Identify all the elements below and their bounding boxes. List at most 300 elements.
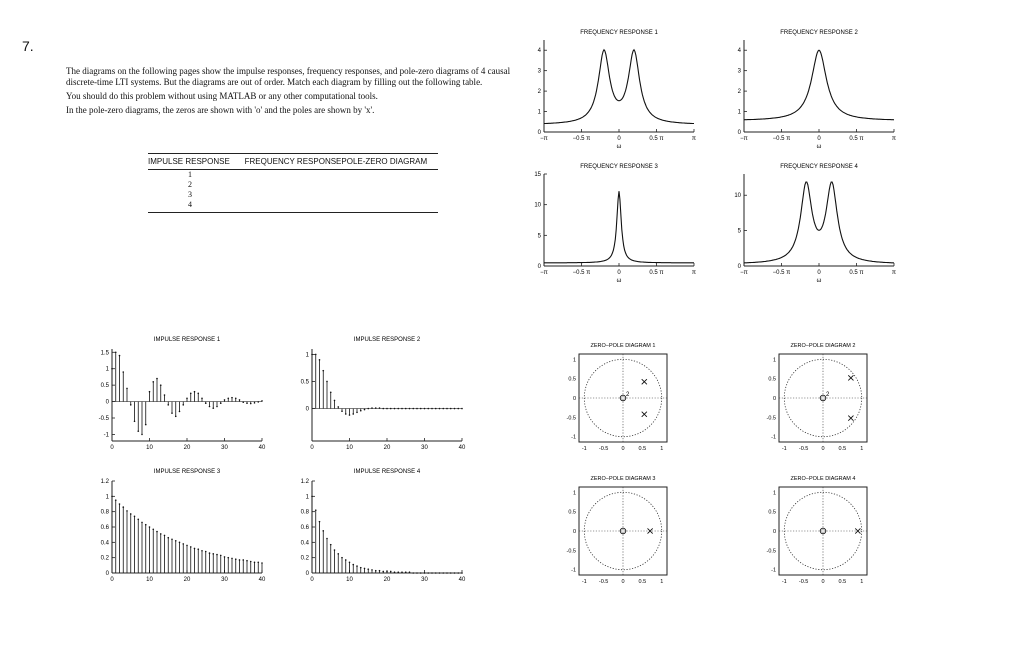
- stem-marker: [171, 538, 173, 540]
- stem-marker: [360, 410, 362, 412]
- x-tick-label: 10: [146, 445, 153, 451]
- x-tick-label: 1: [660, 579, 664, 585]
- y-tick-label: 0.2: [300, 555, 309, 562]
- stem-marker: [401, 408, 403, 410]
- x-tick-label: 20: [383, 577, 391, 583]
- chart-title: FREQUENCY RESPONSE 2: [780, 30, 858, 36]
- stem-marker: [367, 568, 369, 570]
- stem-marker: [254, 402, 256, 404]
- x-tick-label: 0: [617, 136, 621, 142]
- y-tick-label: 0: [305, 571, 309, 577]
- stem-marker: [119, 503, 121, 505]
- stem-marker: [364, 409, 366, 411]
- y-tick-label: 1: [105, 366, 109, 373]
- stem-marker: [454, 408, 456, 410]
- stem-marker: [145, 424, 147, 426]
- stem-marker: [227, 397, 229, 399]
- stem-marker: [409, 408, 411, 410]
- stem-marker: [149, 526, 151, 528]
- stem-marker: [427, 408, 429, 410]
- stem-marker: [435, 408, 437, 410]
- stem-marker: [152, 381, 154, 383]
- stem-marker: [334, 400, 336, 402]
- x-tick-label: −0.5 π: [572, 270, 591, 276]
- x-tick-label: 0: [817, 270, 821, 276]
- stem-marker: [246, 560, 248, 562]
- y-tick-label: -1: [771, 434, 776, 441]
- y-tick-label: 0: [105, 571, 109, 577]
- stem-marker: [401, 571, 403, 573]
- stem-marker: [220, 555, 222, 557]
- stem-marker: [115, 499, 117, 501]
- stem-marker: [420, 572, 422, 574]
- y-tick-label: -1: [571, 567, 576, 574]
- stem-marker: [126, 510, 128, 512]
- stem-marker: [397, 571, 399, 573]
- stem-marker: [145, 524, 147, 526]
- stem-marker: [439, 572, 441, 574]
- table-row: 3: [188, 190, 192, 199]
- stem-marker: [119, 355, 121, 357]
- x-tick-label: 0.5 π: [649, 270, 664, 276]
- y-tick-label: 0: [537, 130, 541, 136]
- stem-marker: [345, 559, 347, 561]
- impulse-response-3: [90, 465, 280, 590]
- stem-marker: [330, 544, 332, 546]
- table-row: 2: [188, 180, 192, 189]
- y-tick-label: -1: [771, 567, 776, 574]
- x-tick-label: -0.5: [798, 579, 809, 585]
- response-curve: [744, 50, 894, 120]
- stem-marker: [209, 406, 211, 408]
- stem-marker: [461, 408, 463, 410]
- y-tick-label: 0: [305, 406, 309, 413]
- chart-title: FREQUENCY RESPONSE 3: [580, 164, 658, 170]
- y-tick-label: 3: [737, 68, 741, 75]
- chart-title: IMPULSE RESPONSE 2: [353, 337, 421, 343]
- stem-marker: [461, 572, 463, 574]
- x-tick-label: 0.5: [838, 446, 847, 452]
- stem-marker: [319, 359, 321, 361]
- y-tick-label: 0.4: [100, 540, 109, 547]
- stem-marker: [315, 509, 317, 511]
- stem-marker: [337, 553, 339, 555]
- stem-marker: [167, 404, 169, 406]
- x-tick-label: −π: [740, 136, 748, 142]
- stem-marker: [345, 413, 347, 415]
- y-tick-label: 1.5: [100, 350, 109, 357]
- x-tick-label: π: [691, 136, 697, 142]
- x-tick-label: -0.5: [798, 446, 809, 452]
- x-tick-label: 0: [110, 445, 114, 451]
- stem-marker: [175, 540, 177, 542]
- stem-marker: [197, 548, 199, 550]
- x-tick-label: 30: [221, 577, 228, 583]
- header-polezero: POLE-ZERO DIAGRAM: [341, 157, 428, 166]
- chart-title: IMPULSE RESPONSE 4: [353, 469, 421, 475]
- stem-marker: [179, 411, 181, 413]
- zero-pole-diagram-4: [755, 473, 885, 598]
- x-axis-label: ω: [616, 144, 622, 150]
- stem-marker: [182, 404, 184, 406]
- stem-marker: [137, 519, 139, 521]
- stem-marker: [141, 522, 143, 524]
- stem-marker: [239, 559, 241, 561]
- stem-marker: [152, 529, 154, 531]
- x-tick-label: −0.5 π: [772, 136, 791, 142]
- y-tick-label: 0.6: [300, 525, 309, 531]
- y-tick-label: 10: [534, 202, 541, 209]
- stem-marker: [349, 561, 351, 563]
- stem-marker: [382, 571, 384, 573]
- stem-marker: [115, 351, 117, 353]
- problem-number: 7.: [22, 38, 34, 54]
- stem-marker: [160, 384, 162, 386]
- y-tick-label: 0.5: [300, 379, 309, 386]
- stem-marker: [431, 408, 433, 410]
- stem-marker: [194, 391, 196, 393]
- y-tick-label: -1: [103, 432, 109, 439]
- x-tick-label: 20: [183, 445, 191, 451]
- stem-marker: [356, 412, 358, 414]
- response-curve: [544, 50, 694, 124]
- stem-marker: [412, 572, 414, 574]
- stem-marker: [216, 406, 218, 408]
- x-tick-label: -1: [581, 579, 587, 585]
- x-tick-label: 40: [258, 577, 266, 583]
- impulse-response-1: [90, 333, 280, 458]
- y-tick-label: 1: [772, 490, 776, 497]
- response-curve: [544, 191, 694, 263]
- impulse-response-4: [290, 465, 480, 590]
- y-tick-label: 1.2: [300, 479, 309, 485]
- stem-marker: [431, 572, 433, 574]
- y-tick-label: 1: [572, 490, 576, 497]
- stem-marker: [156, 531, 158, 533]
- stem-marker: [322, 530, 324, 532]
- stem-marker: [190, 546, 192, 548]
- table-header: [148, 153, 438, 170]
- stem-marker: [405, 571, 407, 573]
- x-tick-label: 0.5: [838, 579, 847, 585]
- stem-marker: [394, 408, 396, 410]
- y-tick-label: 0.5: [568, 376, 576, 383]
- zero-pole-diagram-2: [755, 340, 885, 465]
- x-axis-label: ω: [816, 144, 822, 150]
- frequency-response-1: [530, 24, 710, 154]
- stem-marker: [171, 412, 173, 414]
- y-tick-label: 1: [305, 352, 309, 359]
- stem-marker: [412, 408, 414, 410]
- stem-marker: [409, 571, 411, 573]
- stem-marker: [367, 408, 369, 410]
- stem-marker: [216, 554, 218, 556]
- stem-marker: [356, 565, 358, 567]
- y-tick-label: 4: [737, 48, 741, 55]
- y-tick-label: 0.5: [768, 509, 776, 516]
- stem-marker: [130, 404, 132, 406]
- y-tick-label: 1: [537, 109, 541, 116]
- stem-marker: [134, 515, 136, 517]
- x-tick-label: 1: [860, 446, 864, 452]
- stem-marker: [341, 557, 343, 559]
- x-tick-label: 10: [346, 445, 353, 451]
- stem-marker: [261, 400, 263, 402]
- stem-marker: [360, 567, 362, 569]
- plot-frame: [779, 354, 867, 442]
- y-tick-label: 1: [305, 494, 309, 501]
- stem-marker: [450, 572, 452, 574]
- stem-marker: [435, 572, 437, 574]
- stem-marker: [311, 496, 313, 498]
- stem-marker: [201, 550, 203, 552]
- stem-marker: [227, 557, 229, 559]
- x-tick-label: 0: [310, 577, 314, 583]
- chart-title: ZERO−POLE DIAGRAM 2: [790, 343, 856, 349]
- chart-title: FREQUENCY RESPONSE 1: [580, 30, 658, 36]
- x-tick-label: 0.5 π: [649, 136, 664, 142]
- stem-marker: [446, 572, 448, 574]
- header-frequency: FREQUENCY RESPONSE: [244, 157, 342, 166]
- x-tick-label: -1: [581, 446, 587, 452]
- x-tick-label: 0: [110, 577, 114, 583]
- x-tick-label: 0: [817, 136, 821, 142]
- stem-marker: [375, 570, 377, 572]
- stem-marker: [156, 378, 158, 380]
- x-axis-label: ω: [616, 278, 622, 284]
- stem-marker: [427, 572, 429, 574]
- stem-marker: [405, 408, 407, 410]
- stem-marker: [397, 408, 399, 410]
- stem-marker: [254, 561, 256, 563]
- y-tick-label: 2: [537, 89, 541, 96]
- y-tick-label: 0: [737, 264, 741, 270]
- stem-marker: [439, 408, 441, 410]
- stem-marker: [261, 562, 263, 564]
- x-tick-label: π: [891, 136, 897, 142]
- y-tick-label: -1: [571, 434, 576, 441]
- stem-marker: [420, 408, 422, 410]
- stem-marker: [352, 564, 354, 566]
- y-tick-label: -0.5: [566, 548, 576, 555]
- stem-marker: [424, 572, 426, 574]
- frequency-response-4: [730, 158, 910, 288]
- frequency-response-2: [730, 24, 910, 154]
- y-tick-label: -0.5: [98, 416, 109, 422]
- x-tick-label: 30: [421, 577, 428, 583]
- y-tick-label: 5: [737, 228, 741, 235]
- y-tick-label: 1: [772, 357, 776, 364]
- stem-marker: [322, 370, 324, 372]
- stem-marker: [141, 434, 143, 436]
- y-tick-label: 0: [772, 529, 776, 535]
- x-tick-label: 40: [258, 445, 266, 451]
- stem-marker: [394, 571, 396, 573]
- plot-frame: [579, 487, 667, 575]
- table-row: 1: [188, 170, 192, 179]
- x-tick-label: 1: [860, 579, 864, 585]
- y-tick-label: 3: [537, 68, 541, 75]
- y-tick-label: 1: [572, 357, 576, 364]
- stem-marker: [209, 552, 211, 554]
- stem-marker: [257, 401, 259, 403]
- zero-pole-diagram-1: [555, 340, 685, 465]
- table-row: 4: [188, 200, 192, 209]
- paragraph-2: You should do this problem without using MATLAB or any other computational tools.: [66, 91, 378, 101]
- x-tick-label: 0: [310, 445, 314, 451]
- chart-title: IMPULSE RESPONSE 3: [153, 469, 221, 475]
- x-tick-label: −π: [540, 270, 548, 276]
- stem-marker: [390, 408, 392, 410]
- y-tick-label: 0: [737, 130, 741, 136]
- stem-marker: [379, 570, 381, 572]
- stem-marker: [137, 430, 139, 432]
- y-tick-label: 15: [534, 172, 541, 178]
- stem-marker: [231, 397, 233, 399]
- stem-marker: [442, 572, 444, 574]
- paragraph-3: In the pole-zero diagrams, the zeros are shown with 'o' and the poles are shown by 'x'.: [66, 105, 375, 115]
- y-tick-label: 0.5: [568, 509, 576, 516]
- x-tick-label: -1: [781, 579, 787, 585]
- x-tick-label: 1: [660, 446, 664, 452]
- stem-marker: [242, 401, 244, 403]
- stem-marker: [231, 558, 233, 560]
- stem-marker: [160, 533, 162, 535]
- x-tick-label: 0: [821, 579, 825, 585]
- problem-statement: [66, 66, 526, 119]
- stem-marker: [194, 548, 196, 550]
- stem-marker: [122, 506, 124, 508]
- matching-table: [148, 153, 438, 213]
- chart-title: FREQUENCY RESPONSE 4: [780, 164, 858, 170]
- x-tick-label: −π: [740, 270, 748, 276]
- stem-marker: [446, 408, 448, 410]
- y-tick-label: 5: [537, 233, 541, 240]
- x-tick-label: π: [691, 270, 697, 276]
- x-tick-label: 0: [617, 270, 621, 276]
- x-tick-label: −0.5 π: [572, 136, 591, 142]
- x-tick-label: 20: [183, 577, 191, 583]
- paragraph-1: The diagrams on the following pages show the impulse responses, frequency responses, and pole-zero diagrams of 4 causal discrete-time LTI systems. But the diagrams are out of order. Match each diagram by filling out the following table.: [66, 66, 511, 87]
- stem-marker: [457, 572, 459, 574]
- y-tick-label: 0: [572, 529, 576, 535]
- stem-marker: [424, 408, 426, 410]
- x-tick-label: 0.5: [638, 579, 647, 585]
- zero-multiplicity: 2: [626, 392, 630, 398]
- stem-marker: [319, 521, 321, 523]
- stem-marker: [337, 406, 339, 408]
- stem-marker: [257, 561, 259, 563]
- stem-marker: [111, 368, 113, 370]
- impulse-response-2: [290, 333, 480, 458]
- stem-marker: [164, 535, 166, 537]
- stem-marker: [386, 408, 388, 410]
- plot-frame: [579, 354, 667, 442]
- stem-marker: [175, 416, 177, 418]
- stem-marker: [186, 397, 188, 399]
- y-tick-label: 0: [572, 396, 576, 402]
- pole-marker: [642, 379, 647, 384]
- stem-marker: [205, 551, 207, 553]
- zero-pole-diagram-3: [555, 473, 685, 598]
- x-tick-label: 0: [621, 579, 625, 585]
- stem-marker: [416, 408, 418, 410]
- stem-marker: [382, 408, 384, 410]
- stem-marker: [239, 399, 241, 401]
- stem-marker: [190, 393, 192, 395]
- x-tick-label: 40: [458, 445, 466, 451]
- x-tick-label: 20: [383, 445, 391, 451]
- y-tick-label: 0.5: [768, 376, 776, 383]
- stem-marker: [454, 572, 456, 574]
- header-impulse: IMPULSE RESPONSE: [148, 157, 230, 166]
- x-tick-label: π: [891, 270, 897, 276]
- x-tick-label: 0.5 π: [849, 136, 864, 142]
- stem-marker: [235, 558, 237, 560]
- stem-marker: [122, 371, 124, 373]
- stem-marker: [390, 571, 392, 573]
- x-tick-label: -0.5: [598, 579, 609, 585]
- stem-marker: [416, 572, 418, 574]
- x-tick-label: 0.5: [638, 446, 647, 452]
- stem-marker: [250, 561, 252, 563]
- y-tick-label: 0: [537, 264, 541, 270]
- x-tick-label: 30: [221, 445, 228, 451]
- stem-marker: [179, 542, 181, 544]
- y-tick-label: 1: [105, 494, 109, 501]
- stem-marker: [349, 414, 351, 416]
- response-curve: [744, 182, 894, 263]
- stem-marker: [364, 568, 366, 570]
- stem-marker: [164, 394, 166, 396]
- x-tick-label: 0: [621, 446, 625, 452]
- x-axis-label: ω: [816, 278, 822, 284]
- y-tick-label: 1: [737, 109, 741, 116]
- stem-marker: [326, 538, 328, 540]
- y-tick-label: 10: [734, 193, 741, 200]
- stem-marker: [167, 537, 169, 539]
- stem-marker: [197, 393, 199, 395]
- zero-multiplicity: 2: [826, 392, 830, 398]
- y-tick-label: 0: [105, 399, 109, 406]
- stem-marker: [186, 545, 188, 547]
- stem-marker: [375, 407, 377, 409]
- frequency-response-3: [530, 158, 710, 288]
- chart-title: ZERO−POLE DIAGRAM 4: [790, 476, 856, 482]
- stem-marker: [220, 402, 222, 404]
- y-tick-label: 2: [737, 89, 741, 96]
- stem-marker: [326, 381, 328, 383]
- table-bottom-rule: [148, 212, 438, 213]
- stem-marker: [111, 496, 113, 498]
- stem-marker: [341, 410, 343, 412]
- x-tick-label: 0.5 π: [849, 270, 864, 276]
- stem-marker: [182, 543, 184, 545]
- stem-marker: [212, 407, 214, 409]
- y-tick-label: 0.8: [100, 509, 109, 516]
- x-tick-label: -1: [781, 446, 787, 452]
- stem-marker: [201, 397, 203, 399]
- x-tick-label: -0.5: [598, 446, 609, 452]
- y-tick-label: -0.5: [766, 548, 776, 555]
- y-tick-label: 0.4: [300, 540, 309, 547]
- y-tick-label: 4: [537, 48, 541, 55]
- x-tick-label: 0: [821, 446, 825, 452]
- y-tick-label: 0.2: [100, 555, 109, 562]
- y-tick-label: 0: [772, 396, 776, 402]
- y-tick-label: -0.5: [566, 415, 576, 422]
- x-tick-label: 30: [421, 445, 428, 451]
